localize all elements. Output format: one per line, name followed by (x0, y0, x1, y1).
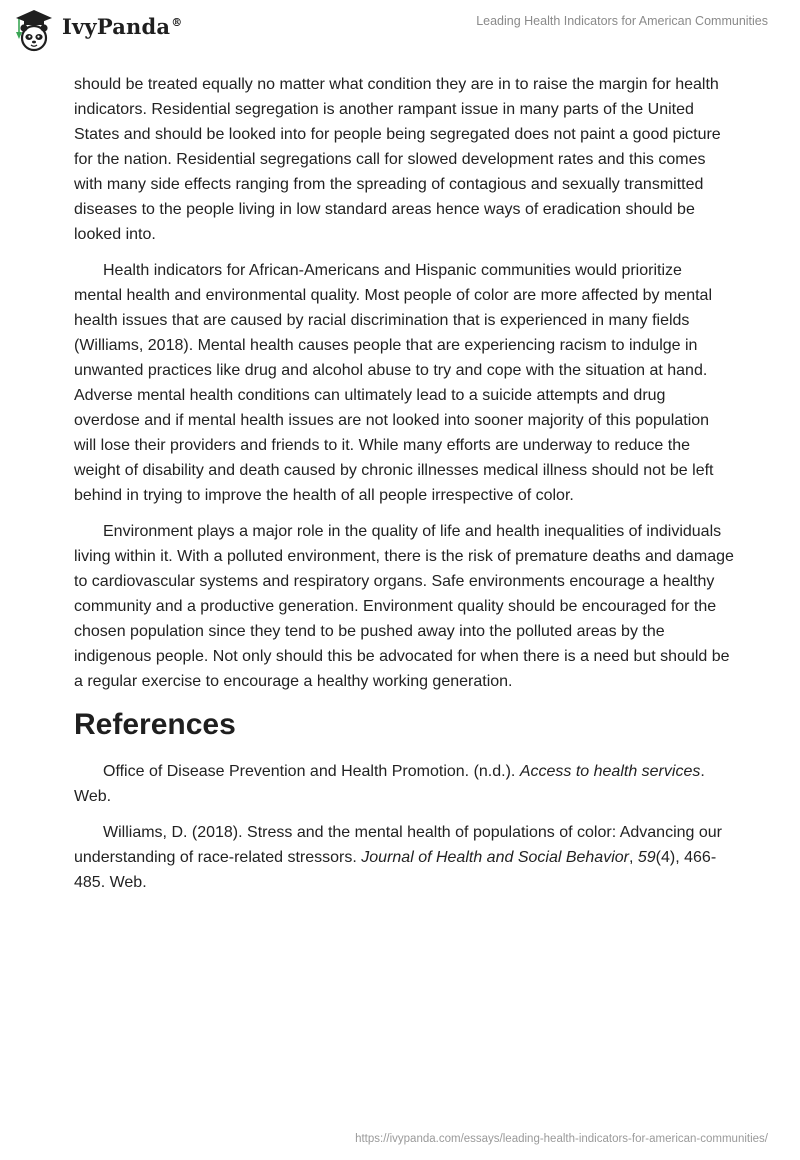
reference-separator: , (628, 849, 638, 866)
essay-content (74, 72, 734, 906)
source-url[interactable]: https://ivypanda.com/essays/leading-health-indicators-for-american-communities/ (355, 1133, 768, 1145)
reference-text: Office of Disease Prevention and Health Promotion. (n.d.). (103, 763, 520, 780)
page-header (0, 0, 800, 64)
reference-text: Williams, D. (2018). Stress and the mental health of populations of color: Advancing our understanding of race-related stressors. (74, 824, 722, 866)
brand-text: IvyPanda (62, 14, 171, 39)
references-heading: References (74, 708, 236, 741)
reference-suffix: . Web. (74, 763, 705, 805)
reference-journal: Journal of Health and Social Behavior (361, 849, 629, 866)
body-paragraph: Environment plays a major role in the quality of life and health inequalities of individuals living within it. With a polluted environment, there is the risk of premature deaths and damage to cardiovascular systems and respiratory organs. Safe environments encourage a healthy community and a productive generation. Environment quality should be encouraged for the chosen population since they tend to be pushed away into the polluted areas by the indigenous people. Not only should this be advocated for when there is a need but should be a regular exercise to encourage a healthy working generation. (74, 523, 734, 690)
document-title: Leading Health Indicators for American Communities (476, 14, 768, 28)
panda-graduate-icon[interactable] (14, 8, 54, 52)
reference-entry (74, 759, 734, 809)
reference-entry (74, 820, 734, 895)
brand-name[interactable] (62, 14, 182, 39)
reference-issue-pages: (4), 466-485. Web. (74, 849, 717, 891)
reference-title: Access to health services (519, 763, 701, 780)
body-paragraph: should be treated equally no matter what condition they are in to raise the margin for health indicators. Residential segregation is another rampant issue in many parts of the United States and should be looked into for people being segregated does not paint a good picture for the nation. Residential segregations call for slowed development rates and this comes with many side effects ranging from the spreading of contagious and sexually transmitted diseases to the people living in low standard areas hence ways of eradication should be looked into. (74, 76, 721, 243)
registered-mark: ® (171, 16, 183, 29)
body-paragraph: Health indicators for African-Americans and Hispanic communities would prioritize mental health and environmental quality. Most people of color are more affected by mental health issues that are caused by racial discrimination that is experienced in many fields (Williams, 2018). Mental health causes people that are experiencing racism to indulge in unwanted practices like drug and alcohol abuse to try and cope with the situation at hand. Adverse mental health conditions can ultimately lead to a suicide attempts and drug overdose and if mental health issues are not looked into sooner majority of this population will lose their providers and friends to it. While many efforts are underway to reduce the weight of disability and death caused by chronic illnesses medical illness should not be left behind in trying to improve the health of all people irrespective of color. (74, 262, 714, 504)
reference-volume: 59 (637, 849, 656, 866)
